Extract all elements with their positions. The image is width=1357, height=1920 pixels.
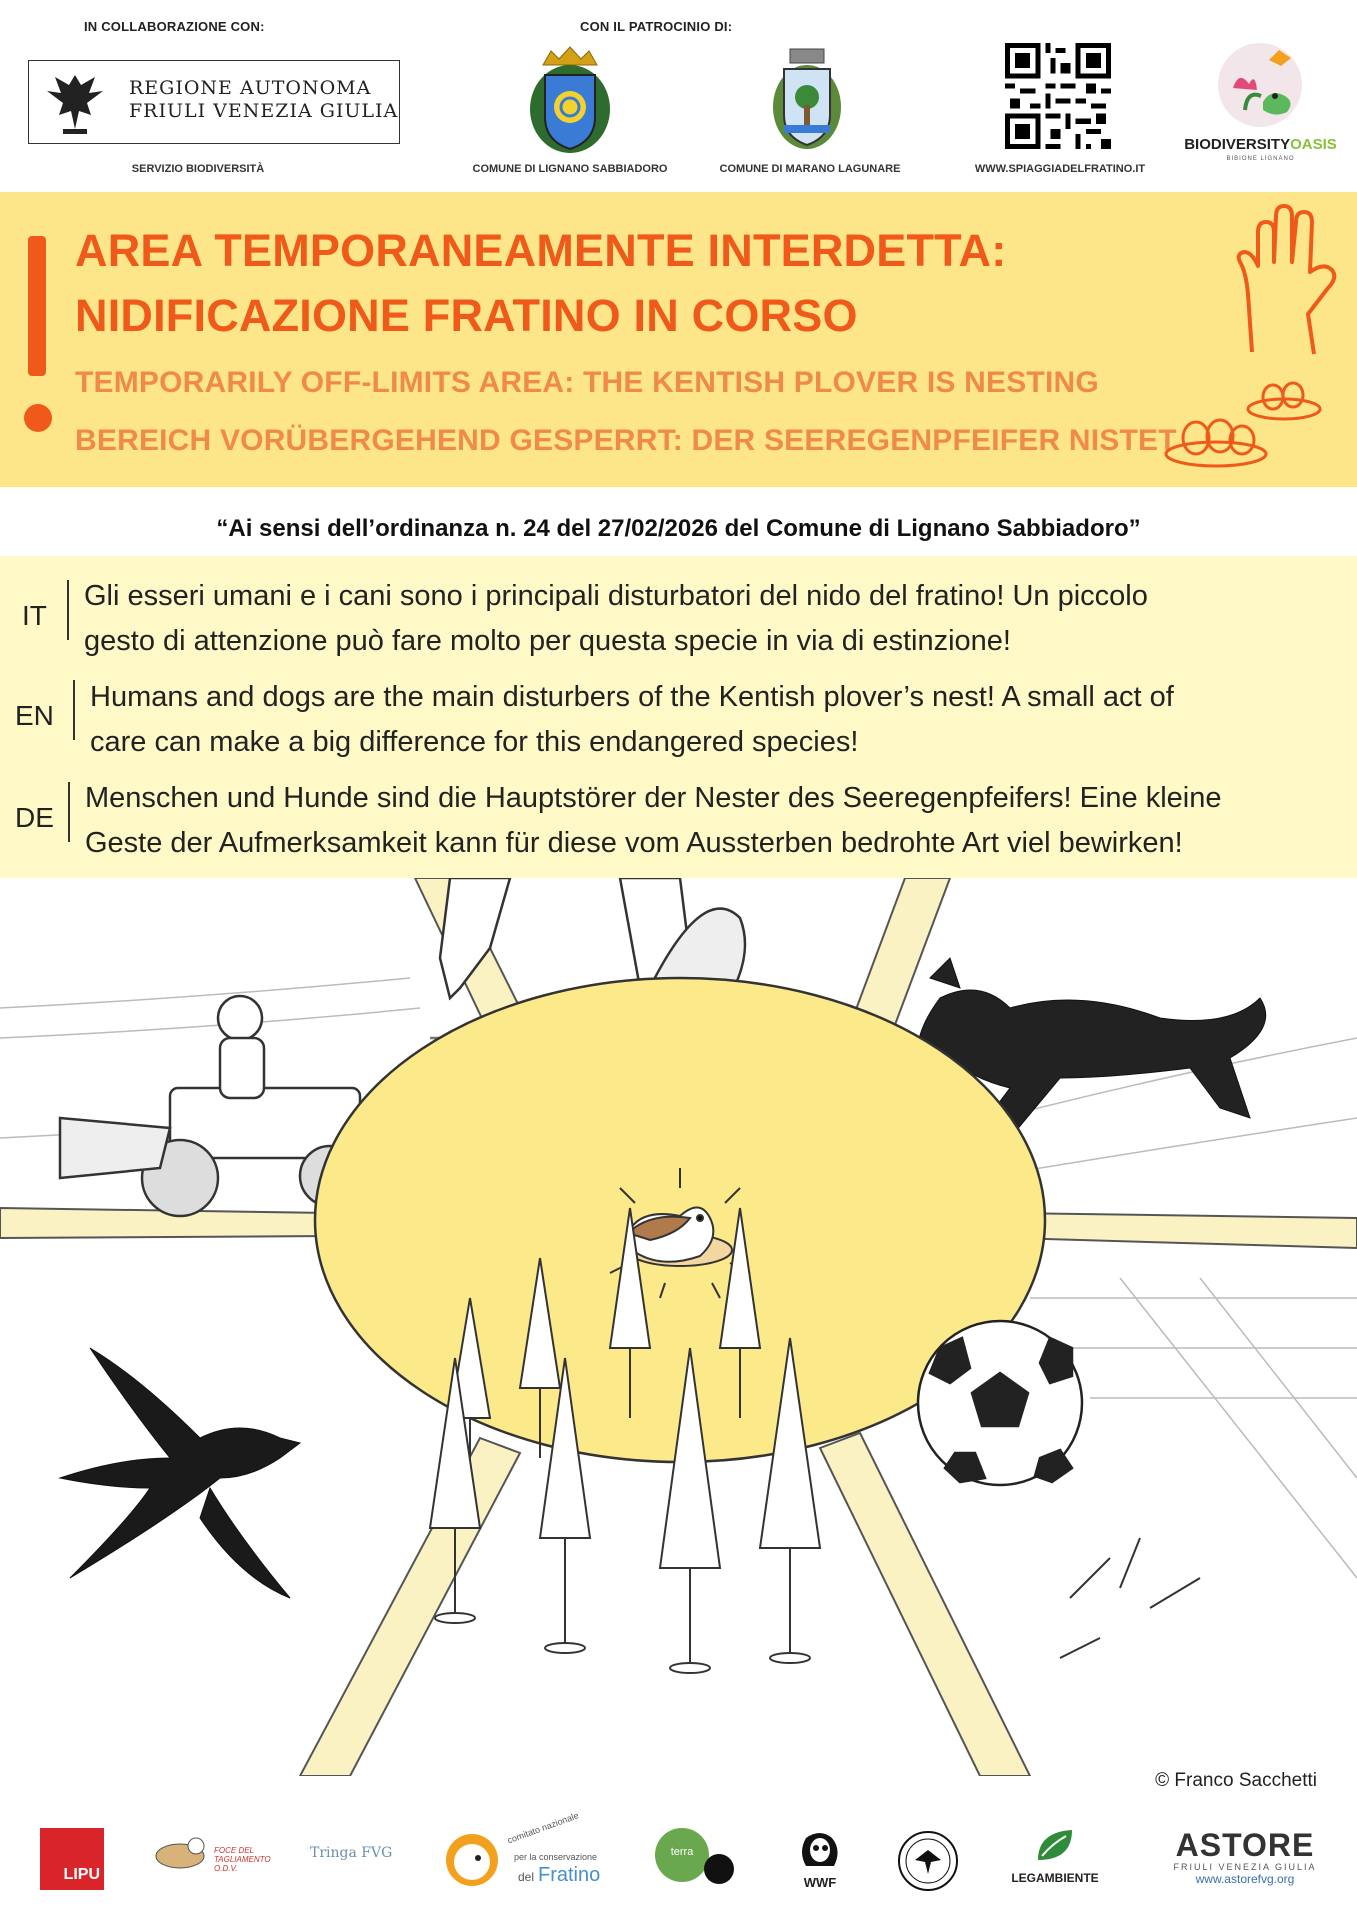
- warning-title-en: TEMPORARILY OFF-LIMITS AREA: THE KENTISH PLOVER IS NESTING: [75, 366, 1099, 399]
- legambiente-logo: [995, 1826, 1115, 1885]
- patronage-label: CON IL PATROCINIO DI:: [580, 19, 733, 34]
- oasis-name: [1168, 136, 1353, 153]
- message-en-line1: Humans and dogs are the main disturbers of the Kentish plover’s nest! A small act of: [90, 681, 1174, 713]
- illustration-drawing: [0, 878, 1357, 1776]
- divider: [67, 580, 69, 640]
- eagle-icon: [41, 67, 109, 137]
- terra-logo: [655, 1828, 709, 1882]
- warning-title-it: [75, 218, 1006, 348]
- fratino-line1: comitato nazionale: [506, 1810, 580, 1846]
- astore-logo: [1155, 1828, 1335, 1886]
- astore-logo-text: ASTORE: [1175, 1827, 1315, 1863]
- illustration: [0, 878, 1357, 1776]
- panda-icon: [798, 1830, 842, 1870]
- lang-label-en: EN: [15, 700, 54, 731]
- biodiversity-oasis-logo-icon: [1205, 40, 1315, 130]
- astore-subtitle: FRIULI VENEZIA GIULIA: [1173, 1862, 1317, 1872]
- exclamation-dot: [24, 404, 52, 432]
- region-logo: [28, 60, 400, 144]
- warning-title-it-line2: NIDIFICAZIONE FRATINO IN CORSO: [75, 290, 858, 341]
- legambiente-leaf-icon: [1032, 1826, 1078, 1866]
- plover-icon: [150, 1828, 210, 1878]
- ray-bottom-left: [300, 1438, 520, 1776]
- egg-nest-icon-large: [1162, 408, 1270, 470]
- marano-crest-icon: [768, 45, 846, 153]
- foce-tagliamento-logo: [150, 1828, 270, 1892]
- qr-code-icon[interactable]: [1005, 43, 1111, 149]
- crow-drawing: [60, 1348, 300, 1598]
- marano-caption: COMUNE DI MARANO LAGUNARE: [719, 163, 901, 175]
- message-de-line2: Geste der Aufmerksamkeit kann für diese vom Aussterben bedrohte Art viel bewirken!: [85, 827, 1183, 859]
- fratino-line4: Fratino: [538, 1864, 601, 1886]
- foce-line2: TAGLIAMENTO: [214, 1855, 271, 1864]
- fratino-bird-icon: [442, 1830, 502, 1890]
- tringa-logo: Tringa FVG: [310, 1845, 393, 1861]
- fratino-line3: del: [518, 1870, 535, 1884]
- illustration-credit: © Franco Sacchetti: [1155, 1770, 1317, 1791]
- divider: [68, 782, 70, 842]
- region-caption: SERVIZIO BIODIVERSITÀ: [131, 163, 265, 175]
- message-en-line2: care can make a big difference for this endangered species!: [90, 726, 859, 758]
- message-it-line2: gesto di attenzione può fare molto per questa specie in via di estinzione!: [84, 625, 1011, 657]
- fratino-line2: per la conservazione: [514, 1852, 598, 1862]
- region-name-line2: FRIULI VENEZIA GIULIA: [129, 100, 399, 122]
- region-name-line1: REGIONE AUTONOMA: [129, 77, 372, 99]
- warning-title-de: BEREICH VORÜBERGEHEND GESPERRT: DER SEEREGENPFEIFER NISTET: [75, 424, 1177, 457]
- oasis-subtitle: BIBIONE LIGNANO: [1226, 156, 1295, 162]
- terra-logo-text: terra: [670, 1846, 694, 1858]
- oasis-name-part2: OASIS: [1290, 136, 1337, 153]
- wwf-logo: [795, 1830, 845, 1890]
- lang-label-de: DE: [15, 802, 54, 833]
- foce-line3: O.D.V.: [214, 1864, 238, 1873]
- fratino-committee-logo: [442, 1810, 612, 1894]
- message-it: [84, 574, 1148, 664]
- stop-hand-icon: [1228, 202, 1340, 360]
- tractor-drawing: [60, 996, 360, 1216]
- terra-logo-dot: [704, 1854, 734, 1884]
- foce-line1: FOCE DEL: [214, 1846, 255, 1855]
- message-de-line1: Menschen und Hunde sind die Hauptstörer der Nester des Seeregenpfeifers! Eine kleine: [85, 782, 1222, 814]
- lignano-crest-icon: [525, 45, 615, 157]
- oasis-name-part1: BIODIVERSITY: [1184, 136, 1291, 153]
- lignano-caption: COMUNE DI LIGNANO SABBIADORO: [472, 163, 668, 175]
- legambiente-logo-text: LEGAMBIENTE: [1011, 1871, 1099, 1885]
- lipu-logo: [40, 1828, 104, 1890]
- falconry-association-logo-icon: [897, 1830, 959, 1892]
- collaboration-label: IN COLLABORAZIONE CON:: [84, 19, 265, 34]
- ray-right: [1010, 1213, 1357, 1248]
- website-caption[interactable]: WWW.SPIAGGIADELFRATINO.IT: [974, 163, 1146, 175]
- ordinance-text: “Ai sensi dell’ordinanza n. 24 del 27/02/2026 del Comune di Lignano Sabbiadoro”: [216, 515, 1141, 542]
- warning-title-it-line1: AREA TEMPORANEAMENTE INTERDETTA:: [75, 225, 1007, 276]
- lang-label-it: IT: [22, 600, 47, 631]
- divider: [73, 680, 75, 740]
- lipu-logo-text: LIPU: [63, 1866, 100, 1883]
- wwf-logo-text: WWF: [803, 1875, 837, 1890]
- astore-url[interactable]: www.astorefvg.org: [1195, 1872, 1295, 1886]
- message-en: [90, 675, 1174, 765]
- football-icon: [918, 1321, 1082, 1485]
- exclamation-icon: [28, 236, 46, 376]
- message-it-line1: Gli esseri umani e i cani sono i principali disturbatori del nido del fratino! Un piccolo: [84, 580, 1148, 612]
- message-de: [85, 776, 1222, 866]
